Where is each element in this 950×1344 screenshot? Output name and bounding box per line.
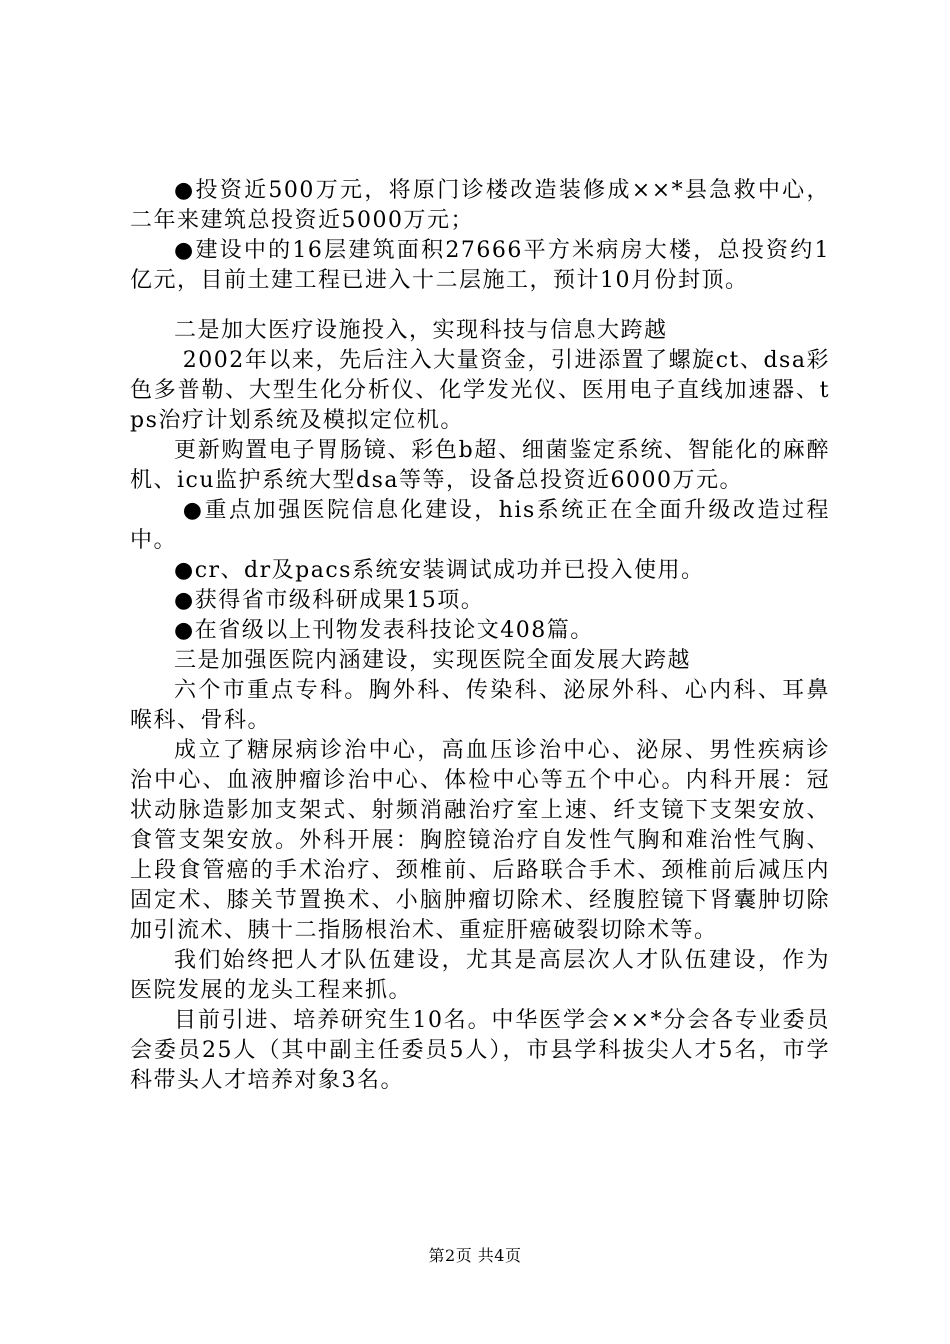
paragraph: 2002年以来，先后注入大量资金，引进添置了螺旋ct、dsa彩色多普勒、大型生化分析仪、化学发光仪、医用电子直线加速器、tps治疗计划系统及模拟定位机。 — [130, 348, 830, 433]
document-body — [130, 176, 830, 1096]
paragraph: ●在省级以上刊物发表科技论文408篇。 — [174, 618, 594, 643]
paragraph: ●获得省市级科研成果15项。 — [174, 588, 485, 613]
paragraph: 更新购置电子胃肠镜、彩色b超、细菌鉴定系统、智能化的麻醉机、icu监护系统大型dsa等等，设备总投资近6000万元。 — [130, 438, 830, 493]
paragraph: 目前引进、培养研究生10名。中华医学会××*分会各专业委员会委员25人（其中副主任委员5人），市县学科拔尖人才5名，市学科带头人才培养对象3名。 — [130, 1008, 830, 1093]
paragraph: 六个市重点专科。胸外科、传染科、泌尿外科、心内科、耳鼻喉科、骨科。 — [130, 678, 830, 733]
paragraph: 我们始终把人才队伍建设，尤其是高层次人才队伍建设，作为医院发展的龙头工程来抓。 — [130, 948, 830, 1003]
paragraph: ●建设中的16层建筑面积27666平方米病房大楼，总投资约1亿元，目前土建工程已进入十二层施工，预计10月份封顶。 — [130, 238, 830, 293]
paragraph: ●投资近500万元，将原门诊楼改造装修成××*县急救中心，二年来建筑总投资近5000万元； — [130, 178, 830, 233]
page-number-footer: 第2页 共4页 — [428, 1246, 522, 1265]
section-heading: 二是加大医疗设施投入，实现科技与信息大跨越 — [174, 318, 668, 343]
section-heading: 三是加强医院内涵建设，实现医院全面发展大跨越 — [174, 648, 692, 673]
paragraph: ●cr、dr及pacs系统安装调试成功并已投入使用。 — [174, 558, 705, 583]
paragraph: ●重点加强医院信息化建设，his系统正在全面升级改造过程中。 — [130, 498, 830, 553]
paragraph: 成立了糖尿病诊治中心，高血压诊治中心、泌尿、男性疾病诊治中心、血液肿瘤诊治中心、体检中心等五个中心。内科开展：冠状动脉造影加支架式、射频消融治疗室上速、纤支镜下支架安放、食管支架安放。外科开展：胸腔镜治疗自发性气胸和难治性气胸、上段食管癌的手术治疗、颈椎前、后路联合手术、颈椎前后减压内固定术、膝关节置换术、小脑肿瘤切除术、经腹腔镜下肾囊肿切除加引流术、胰十二指肠根治术、重症肝癌破裂切除术等。 — [130, 738, 830, 943]
